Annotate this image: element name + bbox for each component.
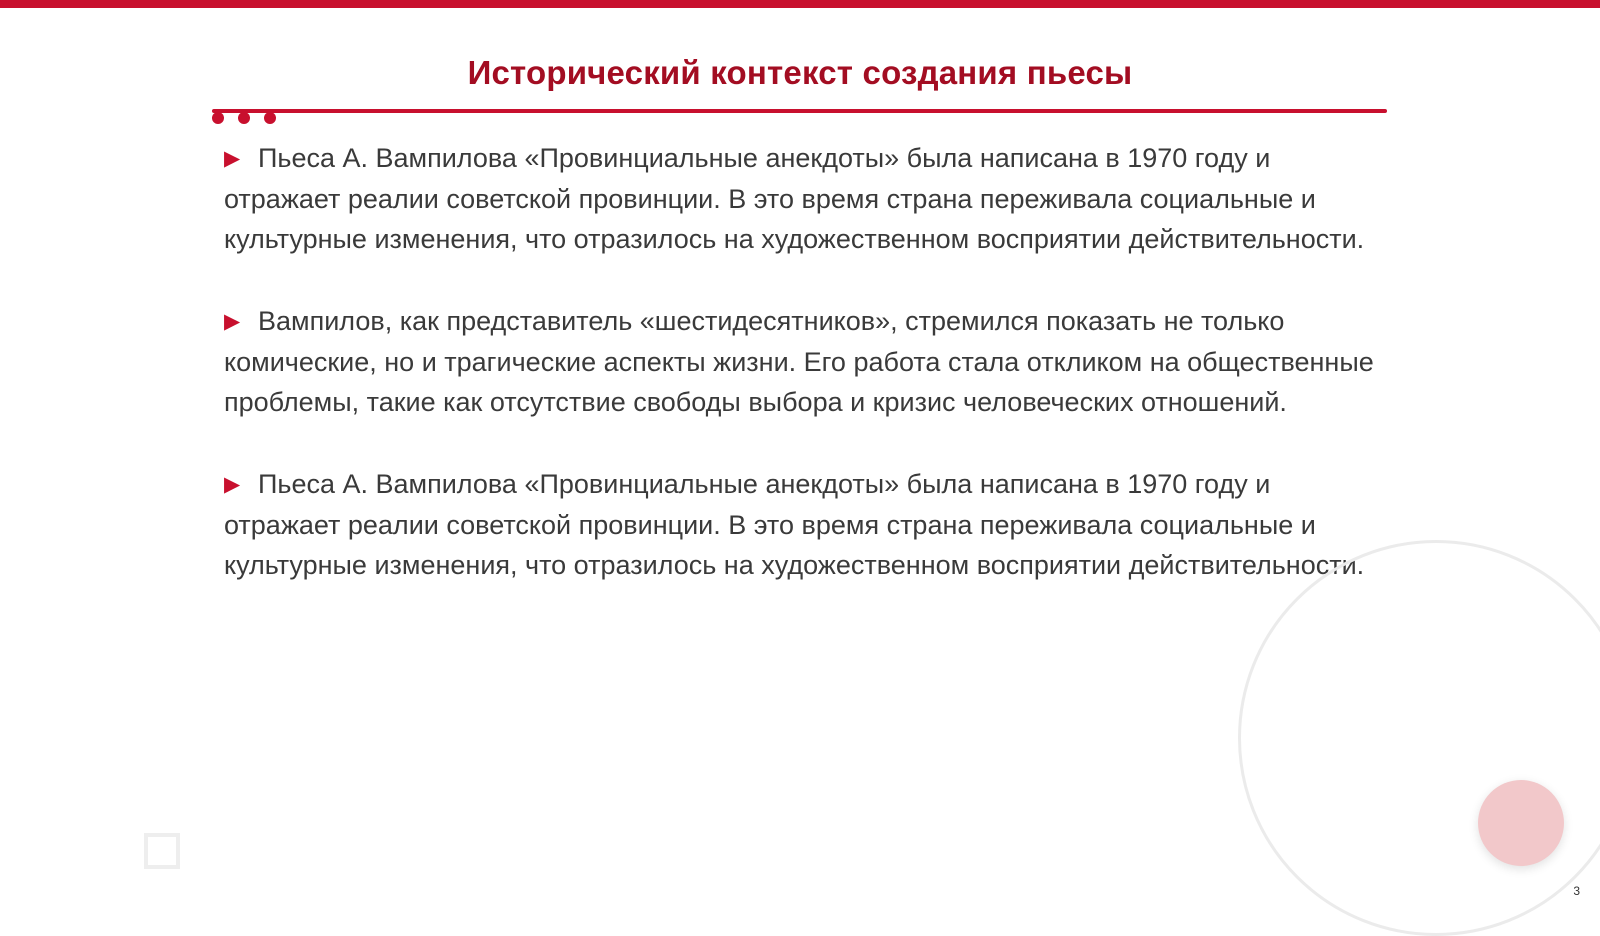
decorative-circle — [1478, 780, 1564, 866]
decor-dot — [264, 112, 276, 124]
triangle-bullet-icon: ▶ — [224, 147, 241, 170]
bullet-item — [224, 138, 1374, 259]
page-number: 3 — [1573, 884, 1580, 898]
bullet-item — [224, 464, 1374, 585]
bullet-text: Вампилов, как представитель «шестидесятников», стремился показать не только комические, но и трагические аспекты жизни. Его работа стала откликом на общественные проблемы, такие как отсутствие свободы выбора и кризис человеческих отношений. — [224, 306, 1374, 417]
decor-dot — [212, 112, 224, 124]
triangle-bullet-icon: ▶ — [224, 310, 241, 333]
top-accent-bar — [0, 0, 1600, 8]
triangle-bullet-icon: ▶ — [224, 473, 241, 496]
bullet-text: Пьеса А. Вампилова «Провинциальные анекдоты» была написана в 1970 году и отражает реалии советской провинции. В это время страна переживала социальные и культурные изменения, что отразилось на художественном восприятии действительности. — [224, 143, 1365, 254]
bullet-text: Пьеса А. Вампилова «Провинциальные анекдоты» была написана в 1970 году и отражает реалии советской провинции. В это время страна переживала социальные и культурные изменения, что отразилось на художественном восприятии действительности. — [224, 469, 1365, 580]
decorative-square — [144, 833, 180, 869]
slide-title: Исторический контекст создания пьесы — [467, 54, 1133, 91]
title-underline — [212, 109, 1387, 113]
bullet-list — [224, 138, 1374, 627]
bullet-item — [224, 301, 1374, 422]
decor-dot — [238, 112, 250, 124]
